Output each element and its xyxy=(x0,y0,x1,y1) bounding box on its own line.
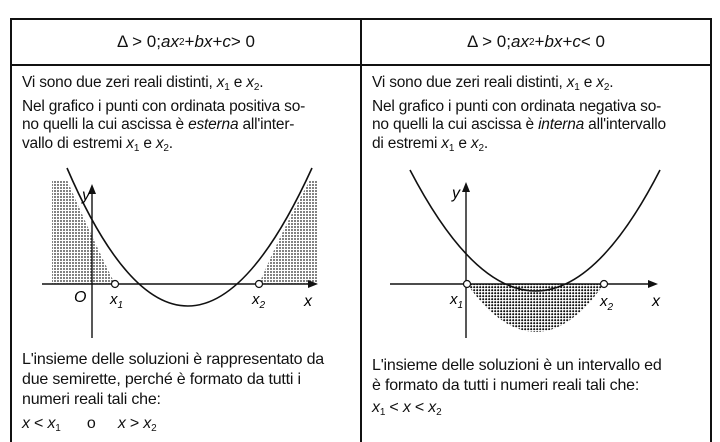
left-zero-x2 xyxy=(256,281,263,288)
left-parabola-curve xyxy=(67,168,312,306)
right-header-plus2: + xyxy=(562,32,573,51)
right-sol-lt2: < xyxy=(410,399,429,416)
left-sol-x2: x xyxy=(143,415,152,432)
left-sol-gt: > xyxy=(125,415,144,432)
left-y-label: y xyxy=(82,187,90,204)
left-sol-x: x xyxy=(22,415,30,432)
right-para-sub1b: 1 xyxy=(448,142,455,154)
left-para-and: e xyxy=(229,74,247,91)
left-x1-letter: x xyxy=(110,291,118,308)
left-zero-x1 xyxy=(112,281,119,288)
right-header-bx: bx xyxy=(544,32,563,51)
left-description xyxy=(22,74,356,158)
left-x1-label xyxy=(109,291,123,311)
right-header xyxy=(362,20,710,64)
left-parabola-graph xyxy=(12,160,360,340)
left-para-line3-end: all'inter- xyxy=(238,116,295,133)
left-para-andb: e xyxy=(139,134,156,152)
right-para-x2: x xyxy=(596,74,604,91)
left-para-dot: . xyxy=(259,74,264,91)
right-header-exp: 2 xyxy=(528,36,535,48)
right-x2-label xyxy=(599,293,614,313)
left-para-line3: no quelli la cui ascissa è xyxy=(22,116,189,133)
right-para-line4: di estremi xyxy=(372,134,442,152)
right-y-arrow xyxy=(462,182,470,192)
left-header-op: > 0 xyxy=(230,32,255,51)
right-para-x1: x xyxy=(566,74,575,91)
left-header-bx: bx xyxy=(194,32,213,51)
right-solution xyxy=(372,356,708,423)
left-x2-label xyxy=(251,291,266,311)
right-para-sub1: 1 xyxy=(574,82,580,93)
right-header-plus1: + xyxy=(534,32,545,51)
right-header-ax: ax xyxy=(511,32,529,51)
left-sol-inequality xyxy=(22,414,356,439)
left-para-line2: Nel grafico i punti con ordinata positiva so- xyxy=(22,97,306,115)
left-sol-line2: due semirette, perché è formato da tutti i xyxy=(22,371,301,388)
left-header-c: c xyxy=(222,32,231,51)
left-para-x2b: x xyxy=(155,134,164,152)
left-header-ax: ax xyxy=(161,32,179,51)
right-header-op: < 0 xyxy=(580,32,605,51)
left-para-sub1: 1 xyxy=(224,82,230,93)
left-solution xyxy=(22,350,356,439)
left-para-sub1b: 1 xyxy=(133,142,140,154)
right-para-emphasis: interna xyxy=(538,116,585,133)
right-para-sub2: 2 xyxy=(603,82,610,93)
left-header-plus2: + xyxy=(212,32,223,51)
left-origin-label: O xyxy=(74,289,87,306)
right-sol-x1: x xyxy=(372,399,380,416)
left-para-x1b: x xyxy=(126,134,134,152)
right-x1-sub: 1 xyxy=(457,300,464,311)
right-x-arrow xyxy=(648,280,658,288)
left-sol-sub1: 1 xyxy=(55,423,61,434)
right-para-sub2b: 2 xyxy=(478,142,484,154)
right-sol-lt1: < xyxy=(385,399,403,416)
left-sol-x1: x xyxy=(47,415,56,432)
left-sol-lt: < xyxy=(29,415,48,432)
left-sol-line3: numeri reali tali che: xyxy=(22,391,161,408)
left-x-label: x xyxy=(304,293,312,310)
left-para-sub2: 2 xyxy=(253,82,260,93)
right-para-x1b: x xyxy=(441,134,449,152)
left-x2-letter: x xyxy=(252,291,260,308)
left-para-line1: Vi sono due zeri reali distinti, xyxy=(22,74,217,91)
right-sol-line2: è formato da tutti i numeri reali tali che: xyxy=(372,377,640,394)
right-para-line2: Nel grafico i punti con ordinata negativa so- xyxy=(372,97,662,115)
right-sol-sub1: 1 xyxy=(379,407,386,418)
right-zero-x1 xyxy=(464,281,471,288)
left-region-outer-right xyxy=(259,180,317,284)
right-sol-x2: x xyxy=(428,399,437,416)
right-sol-sub2: 2 xyxy=(436,407,442,418)
left-para-emphasis: esterna xyxy=(188,116,239,133)
left-header-delta: Δ > 0; xyxy=(117,32,161,51)
left-para-x2: x xyxy=(246,74,254,91)
left-sol-x-b: x xyxy=(117,415,126,432)
right-header-delta: Δ > 0; xyxy=(467,32,511,51)
right-zero-x2 xyxy=(601,281,608,288)
left-header-plus1: + xyxy=(184,32,195,51)
left-header xyxy=(12,20,360,64)
right-para-dot: . xyxy=(609,74,614,91)
right-para-andb: e xyxy=(454,134,471,152)
right-sol-x: x xyxy=(402,399,411,416)
right-y-label: y xyxy=(452,185,460,202)
right-x-label: x xyxy=(652,293,660,310)
right-para-line1: Vi sono due zeri reali distinti, xyxy=(372,74,567,91)
right-parabola-curve xyxy=(410,170,660,291)
right-para-x2b: x xyxy=(470,134,479,152)
left-header-exp: 2 xyxy=(178,36,185,48)
left-para-dotb: . xyxy=(168,134,173,152)
right-para-line3: no quelli la cui ascissa è xyxy=(372,116,539,133)
right-x2-letter: x xyxy=(600,293,608,310)
right-header-c: c xyxy=(572,32,581,51)
right-para-dotb: . xyxy=(483,134,488,152)
left-para-x1: x xyxy=(216,74,225,91)
right-sol-line1: L'insieme delle soluzioni è un intervallo ed xyxy=(372,357,662,374)
right-x1-letter: x xyxy=(450,291,458,308)
left-sol-or: o xyxy=(86,415,96,432)
left-x2-sub: 2 xyxy=(259,300,266,311)
left-sol-line1: L'insieme delle soluzioni è rappresentato da xyxy=(22,351,325,368)
right-x1-label xyxy=(449,291,463,311)
right-description xyxy=(372,74,708,158)
left-sol-sub2: 2 xyxy=(151,423,157,434)
left-x1-sub: 1 xyxy=(117,300,124,311)
right-x2-sub: 2 xyxy=(607,302,614,313)
left-para-sub2b: 2 xyxy=(163,142,169,154)
right-para-line3-end: all'intervallo xyxy=(584,116,666,133)
left-para-line4: vallo di estremi xyxy=(22,134,127,152)
right-para-and: e xyxy=(579,74,597,91)
right-sol-inequality xyxy=(372,398,708,423)
right-parabola-graph xyxy=(362,160,710,340)
